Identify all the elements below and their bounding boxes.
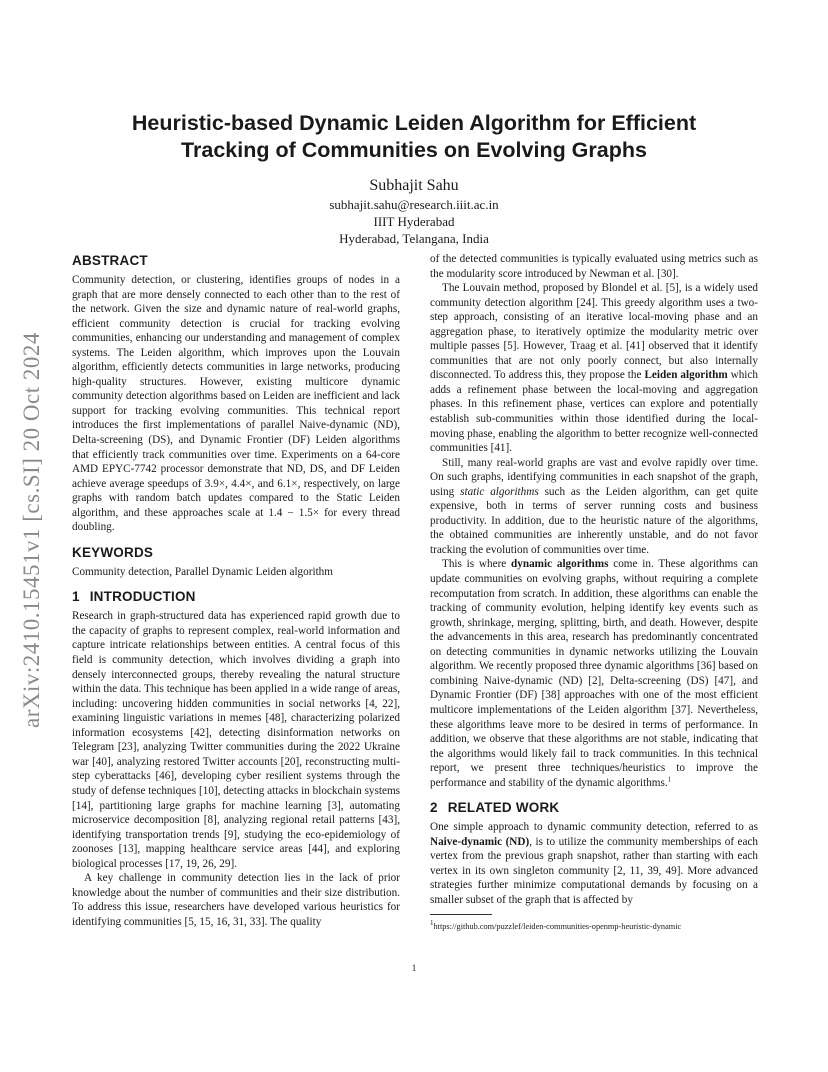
- leiden-algorithm-term: Leiden algorithm: [644, 369, 728, 382]
- intro-paragraph-2: A key challenge in community detection lies in the lack of prior knowledge about the number of communities and their size distribution. To address this issue, researchers have developed various heuristics for identifying communities [5, 15, 16, 31, 33]. The quality: [72, 872, 400, 928]
- louvain-paragraph: The Louvain method, proposed by Blondel et al. [5], is a widely used community detection algorithm [24]. This greedy algorithm uses a two-step approach, consisting of an iterative local-moving phase and an aggregation phase, to iteratively optimize the modularity metric over multiple passes [5]. However, Traag et al. [41] observed that it identify communities that are not only poorly connect, but also internally disconnected. To address this, they propose the Leiden algorithm which adds a refinement phase between the local-moving and aggregation phases. In this refinement phase, vertices can explore and potentially establish sub-communities within those identified during the local-moving phase, enabling the algorithm to better recognize well-connected communities [41].: [430, 282, 758, 455]
- footnote-divider: [430, 914, 492, 915]
- keywords-text: Community detection, Parallel Dynamic Leiden algorithm: [72, 565, 333, 578]
- right-column: [430, 252, 758, 932]
- section-number: 2: [430, 800, 438, 816]
- naive-dynamic-term: Naive-dynamic (ND): [430, 835, 530, 848]
- abstract-heading: ABSTRACT: [72, 253, 148, 268]
- section-number: 1: [72, 589, 80, 605]
- footnote: [430, 918, 758, 932]
- intro-continued-paragraph: of the detected communities is typically evaluated using metrics such as the modularity score introduced by Newman et al. [30].: [430, 253, 758, 280]
- keywords-heading: KEYWORDS: [72, 544, 154, 560]
- intro-paragraph-1: Research in graph-structured data has experienced rapid growth due to the capacity of graphs to represent complex, real-world information and capture intricate relationships between entities. A central focus of this field is community detection, which involves dividing a graph into densely interconnected groups, thereby revealing the natural structure within the data. This technique has been applied in a wide range of areas, including: uncovering hidden communities in social networks [4, 22], examining linguistic variations in memes [48], characterizing polarized information ecosystems [42], detecting disinformation networks on Telegram [23], analyzing Twitter communities during the 2022 Ukraine war [40], analyzing restored Twitter accounts [20], reconstructing multi-step cyberattacks [46], developing cyber resilient systems through the study of defense techniques [10], detecting attacks in blockchain systems [14], partitioning large graphs for machine learning [3], automating microservice decomposition [8], analyzing regional retail patterns [43], identifying transportation trends [9], studying the eco-epidemiology of zoonoses [13], mapping healthcare service areas [44], and exploring biological processes [17, 19, 26, 29].: [72, 610, 400, 870]
- static-algorithms-term: static algorithms: [460, 485, 539, 498]
- section-title: INTRODUCTION: [89, 589, 196, 605]
- static-algorithms-paragraph: Still, many real-world graphs are vast and evolve rapidly over time. On such graphs, identifying communities in each snapshot of the graph, using static algorithms such as the Leiden algorithm, can get quite expensive, both in terms of server running costs and business productivity. In addition, due to the heuristic nature of the algorithms, the obtained communities are inherently unstable, and do not favor tracking the evolution of communities over time.: [430, 456, 758, 556]
- footnote-url[interactable]: https://github.com/puzzlef/leiden-communities-openmp-heuristic-dynamic: [433, 921, 682, 931]
- related-work-heading: [430, 799, 758, 816]
- author-name: Subhajit Sahu: [369, 177, 459, 194]
- title-line-1: Heuristic-based Dynamic Leiden Algorithm for Efficient: [131, 111, 697, 135]
- introduction-heading: [72, 588, 400, 605]
- related-work-paragraph: One simple approach to dynamic community detection, referred to as Naive-dynamic (ND), is to utilize the community memberships of each vertex from the previous graph snapshot, rather than starting with each vertex in its own singleton community [2, 11, 39, 49]. More advanced strategies further minimize computational demands by focusing on a smaller subset of the graph that is affected by: [430, 821, 759, 906]
- title-line-2: Tracking of Communities on Evolving Graphs: [181, 138, 647, 162]
- dynamic-algorithms-paragraph: This is where dynamic algorithms come in. These algorithms can update communities on evolving graphs, without requiring a complete recomputation from scratch. In addition, these algorithms can enable the tracking of community evolution, helping identify key events such as growth, shrinkage, merging, splitting, birth, and death. However, despite the advancements in this area, research has predominantly concentrated on detecting communities in dynamic networks utilizing the Louvain algorithm. We recently proposed three dynamic algorithms [36] based on combining Naive-dynamic (ND) [2], Delta-screening (DS) [47], and Dynamic Frontier (DF) [38] approaches with one of the most efficient multicore implementations of the Leiden algorithm [37]. Nevertheless, these algorithms leave more to be desired in terms of performance. In addition, we observe that these algorithms are not stable, indicating that the algorithms would likely fail to track communities. In this technical report, we present three techniques/heuristics to improve the performance and stability of the dynamic algorithms.$^1$: [430, 558, 758, 789]
- author-affiliation: IIIT Hyderabad: [373, 214, 455, 229]
- arxiv-identifier: arXiv:2410.15451v1 [cs.SI] 20 Oct 2024: [19, 332, 44, 728]
- dynamic-algorithms-term: dynamic algorithms: [511, 558, 609, 571]
- author-location: Hyderabad, Telangana, India: [339, 231, 489, 246]
- left-column: [72, 252, 400, 929]
- author-email[interactable]: subhajit.sahu@research.iiit.ac.in: [329, 197, 499, 212]
- abstract-text: Community detection, or clustering, identifies groups of nodes in a graph that are more densely connected to each other than to the rest of the network. Given the size and dynamic nature of real-world graphs, efficient community detection is crucial for tracking evolving communities, enhancing our understanding and management of complex systems. The Leiden algorithm, which improves upon the Louvain algorithm, efficiently detects communities in large networks, producing high-quality structures. However, existing multicore dynamic community detection algorithms based on Leiden are inefficient and lack support for tracking evolving communities. This technical report introduces the first implementations of parallel Naive-dynamic (ND), Delta-screening (DS), and Dynamic Frontier (DF) Leiden algorithms that efficiently track communities over time. Experiments on a 64-core AMD EPYC-7742 processor demonstrate that ND, DS, and DF Leiden achieve average speedups of 3.9×, 4.4×, and 6.1×, respectively, on large graphs with random batch updates compared to the Static Leiden algorithm, and these approaches scale at 1.4 − 1.5× for every thread doubling.: [72, 274, 400, 534]
- section-title: RELATED WORK: [447, 800, 560, 816]
- page-number: 1: [411, 963, 417, 973]
- footnote-marker[interactable]: 1: [667, 774, 672, 783]
- footnote-number: 1: [430, 918, 434, 927]
- author-block: [80, 175, 748, 247]
- paper-title: [80, 110, 748, 164]
